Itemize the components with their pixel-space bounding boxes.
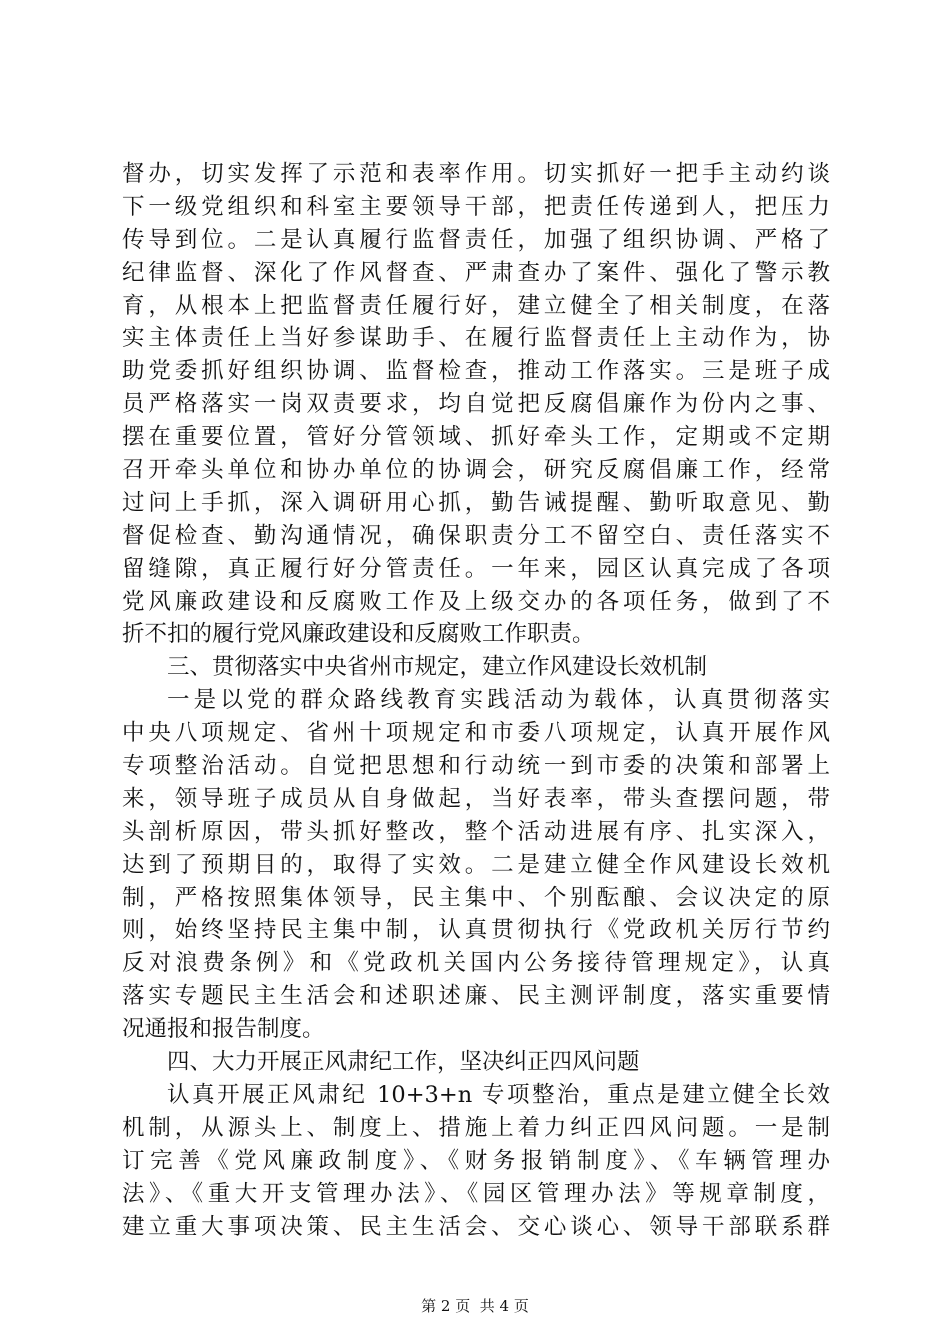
- text-line: 下一级党组织和科室主要领导干部，把责任传递到人，把压力: [122, 193, 830, 220]
- text-line: 育，从根本上把监督责任履行好，建立健全了相关制度，在落: [122, 292, 830, 319]
- text-line: 摆在重要位置，管好分管领域、抓好牵头工作，定期或不定期: [122, 424, 830, 451]
- text-line: 订完善《党风廉政制度》、《财务报销制度》、《车辆管理办: [122, 1147, 830, 1174]
- page-number-label: 第 2 页 共 4 页: [421, 1297, 529, 1315]
- text-line: 机制，从源头上、制度上、措施上着力纠正四风问题。一是制: [122, 1114, 830, 1141]
- text-line: 中央八项规定、省州十项规定和市委八项规定，认真开展作风: [122, 720, 830, 747]
- text-line: 留缝隙，真正履行好分管责任。一年来，园区认真完成了各项: [122, 555, 830, 582]
- text-line: 反对浪费条例》和《党政机关国内公务接待管理规定》，认真: [122, 950, 830, 977]
- text-line: 党风廉政建设和反腐败工作及上级交办的各项任务，做到了不: [122, 588, 830, 615]
- text-line: 督办，切实发挥了示范和表率作用。切实抓好一把手主动约谈: [122, 161, 830, 187]
- text-line: 助党委抓好组织协调、监督检查，推动工作落实。三是班子成: [122, 358, 830, 385]
- text-line: 四、大力开展正风肃纪工作，坚决纠正四风问题: [167, 1049, 640, 1076]
- text-line: 过问上手抓，深入调研用心抓，勤告诫提醒、勤听取意见、勤: [122, 489, 830, 516]
- text-line: 一是以党的群众路线教育实践活动为载体，认真贯彻落实: [167, 687, 830, 714]
- text-line: 则，始终坚持民主集中制，认真贯彻执行《党政机关厉行节约: [122, 917, 830, 944]
- text-line: 折不扣的履行党风廉政建设和反腐败工作职责。: [122, 621, 595, 648]
- text-line: 督促检查、勤沟通情况，确保职责分工不留空白、责任落实不: [122, 522, 830, 549]
- text-line: 头剖析原因，带头抓好整改，整个活动进展有序、扎实深入，: [122, 818, 830, 845]
- text-line: 认真开展正风肃纪 10+3+n 专项整治，重点是建立健全长效: [167, 1081, 830, 1108]
- text-line: 建立重大事项决策、民主生活会、交心谈心、领导干部联系群: [122, 1213, 830, 1240]
- text-line: 三、贯彻落实中央省州市规定，建立作风建设长效机制: [167, 654, 708, 681]
- text-line: 专项整治活动。自觉把思想和行动统一到市委的决策和部署上: [122, 753, 830, 780]
- document-body: [122, 158, 830, 1243]
- text-line: 纪律监督、深化了作风督查、严肃查办了案件、强化了警示教: [122, 259, 830, 286]
- text-line: 达到了预期目的，取得了实效。二是建立健全作风建设长效机: [122, 851, 830, 878]
- text-line: 来，领导班子成员从自身做起，当好表率，带头查摆问题，带: [122, 785, 830, 812]
- text-line: 实主体责任上当好参谋助手、在履行监督责任上主动作为，协: [122, 325, 830, 352]
- text-line: 员严格落实一岗双责要求，均自觉把反腐倡廉作为份内之事、: [122, 391, 830, 418]
- text-line: 法》、《重大开支管理办法》、《园区管理办法》等规章制度，: [122, 1180, 830, 1207]
- text-line: 召开牵头单位和协办单位的协调会，研究反腐倡廉工作，经常: [122, 457, 830, 484]
- page-footer: [0, 1296, 950, 1316]
- text-line: 落实专题民主生活会和述职述廉、民主测评制度，落实重要情: [122, 983, 830, 1010]
- text-line: 况通报和报告制度。: [122, 1016, 325, 1043]
- text-line: 制，严格按照集体领导，民主集中、个别酝酿、会议决定的原: [122, 884, 830, 911]
- text-line: 传导到位。二是认真履行监督责任，加强了组织协调、严格了: [122, 226, 830, 253]
